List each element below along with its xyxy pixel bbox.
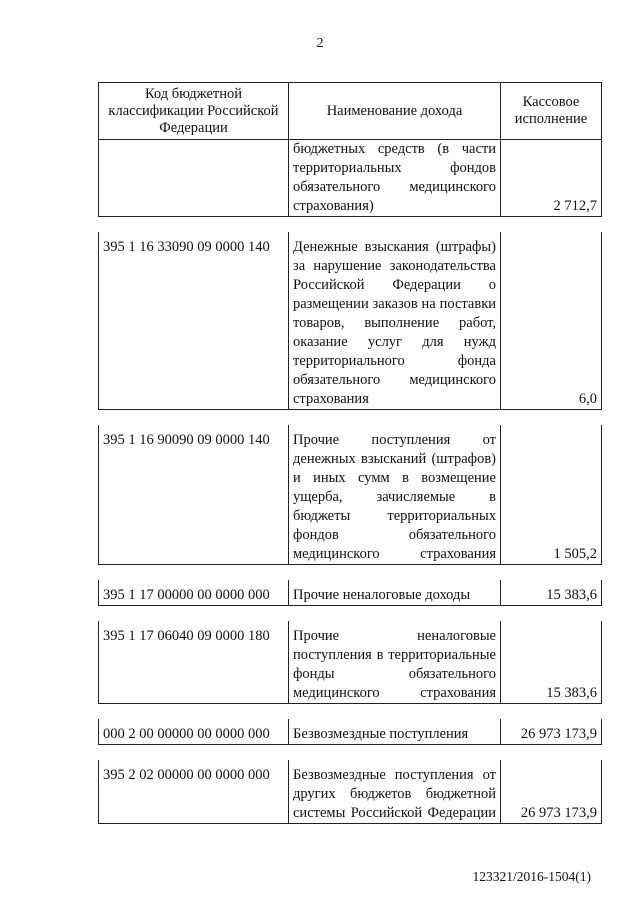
row-amount: 26 973 173,9 bbox=[501, 760, 602, 824]
row-gap bbox=[99, 410, 602, 426]
row-name: Безвозмездные поступления bbox=[289, 719, 501, 745]
row-name: Прочие неналоговые доходы bbox=[289, 580, 501, 606]
row-name: Прочие поступления от денежных взысканий (штрафов) и иных сумм в возмещение ущерба, зачисляемые в бюджеты территориальных фондов обязательного медицинского страхования bbox=[289, 425, 501, 565]
income-table bbox=[98, 82, 602, 824]
row-amount: 15 383,6 bbox=[501, 621, 602, 704]
row-code: 395 2 02 00000 00 0000 000 bbox=[99, 760, 289, 824]
row-code: 395 1 16 33090 09 0000 140 bbox=[99, 232, 289, 410]
header-amount: Кассовое исполнение bbox=[501, 83, 602, 140]
table-row bbox=[99, 140, 602, 217]
row-amount: 1 505,2 bbox=[501, 425, 602, 565]
row-gap bbox=[99, 704, 602, 720]
row-amount: 15 383,6 bbox=[501, 580, 602, 606]
row-name: Безвозмездные поступления от других бюджетов бюджетной системы Российской Федерации bbox=[289, 760, 501, 824]
row-name: Денежные взыскания (штрафы) за нарушение законодательства Российской Федерации о размещении заказов на поставки товаров, выполнение работ, оказание услуг для нужд территориального фонда обязательного медицинского страхования bbox=[289, 232, 501, 410]
row-gap bbox=[99, 217, 602, 233]
document-number: 123321/2016-1504(1) bbox=[472, 869, 591, 884]
page-number: 2 bbox=[316, 36, 324, 51]
row-code bbox=[99, 140, 289, 217]
row-gap bbox=[99, 606, 602, 622]
table-row bbox=[99, 760, 602, 824]
row-name: бюджетных средств (в части территориальных фондов обязательного медицинского страхования) bbox=[289, 140, 501, 217]
table-row bbox=[99, 580, 602, 606]
table-row bbox=[99, 425, 602, 565]
header-code: Код бюджетной классификации Российской Федерации bbox=[99, 83, 289, 140]
row-code: 395 1 16 90090 09 0000 140 bbox=[99, 425, 289, 565]
row-amount: 6,0 bbox=[501, 232, 602, 410]
row-code: 000 2 00 00000 00 0000 000 bbox=[99, 719, 289, 745]
row-code: 395 1 17 06040 09 0000 180 bbox=[99, 621, 289, 704]
row-gap bbox=[99, 745, 602, 761]
row-amount: 26 973 173,9 bbox=[501, 719, 602, 745]
row-amount: 2 712,7 bbox=[501, 140, 602, 217]
row-gap bbox=[99, 565, 602, 581]
table-row bbox=[99, 232, 602, 410]
table-row bbox=[99, 719, 602, 745]
header-name: Наименование дохода bbox=[289, 83, 501, 140]
row-code: 395 1 17 00000 00 0000 000 bbox=[99, 580, 289, 606]
table-header bbox=[99, 83, 602, 140]
row-name: Прочие неналоговые поступления в территориальные фонды обязательного медицинского страхования bbox=[289, 621, 501, 704]
table-row bbox=[99, 621, 602, 704]
